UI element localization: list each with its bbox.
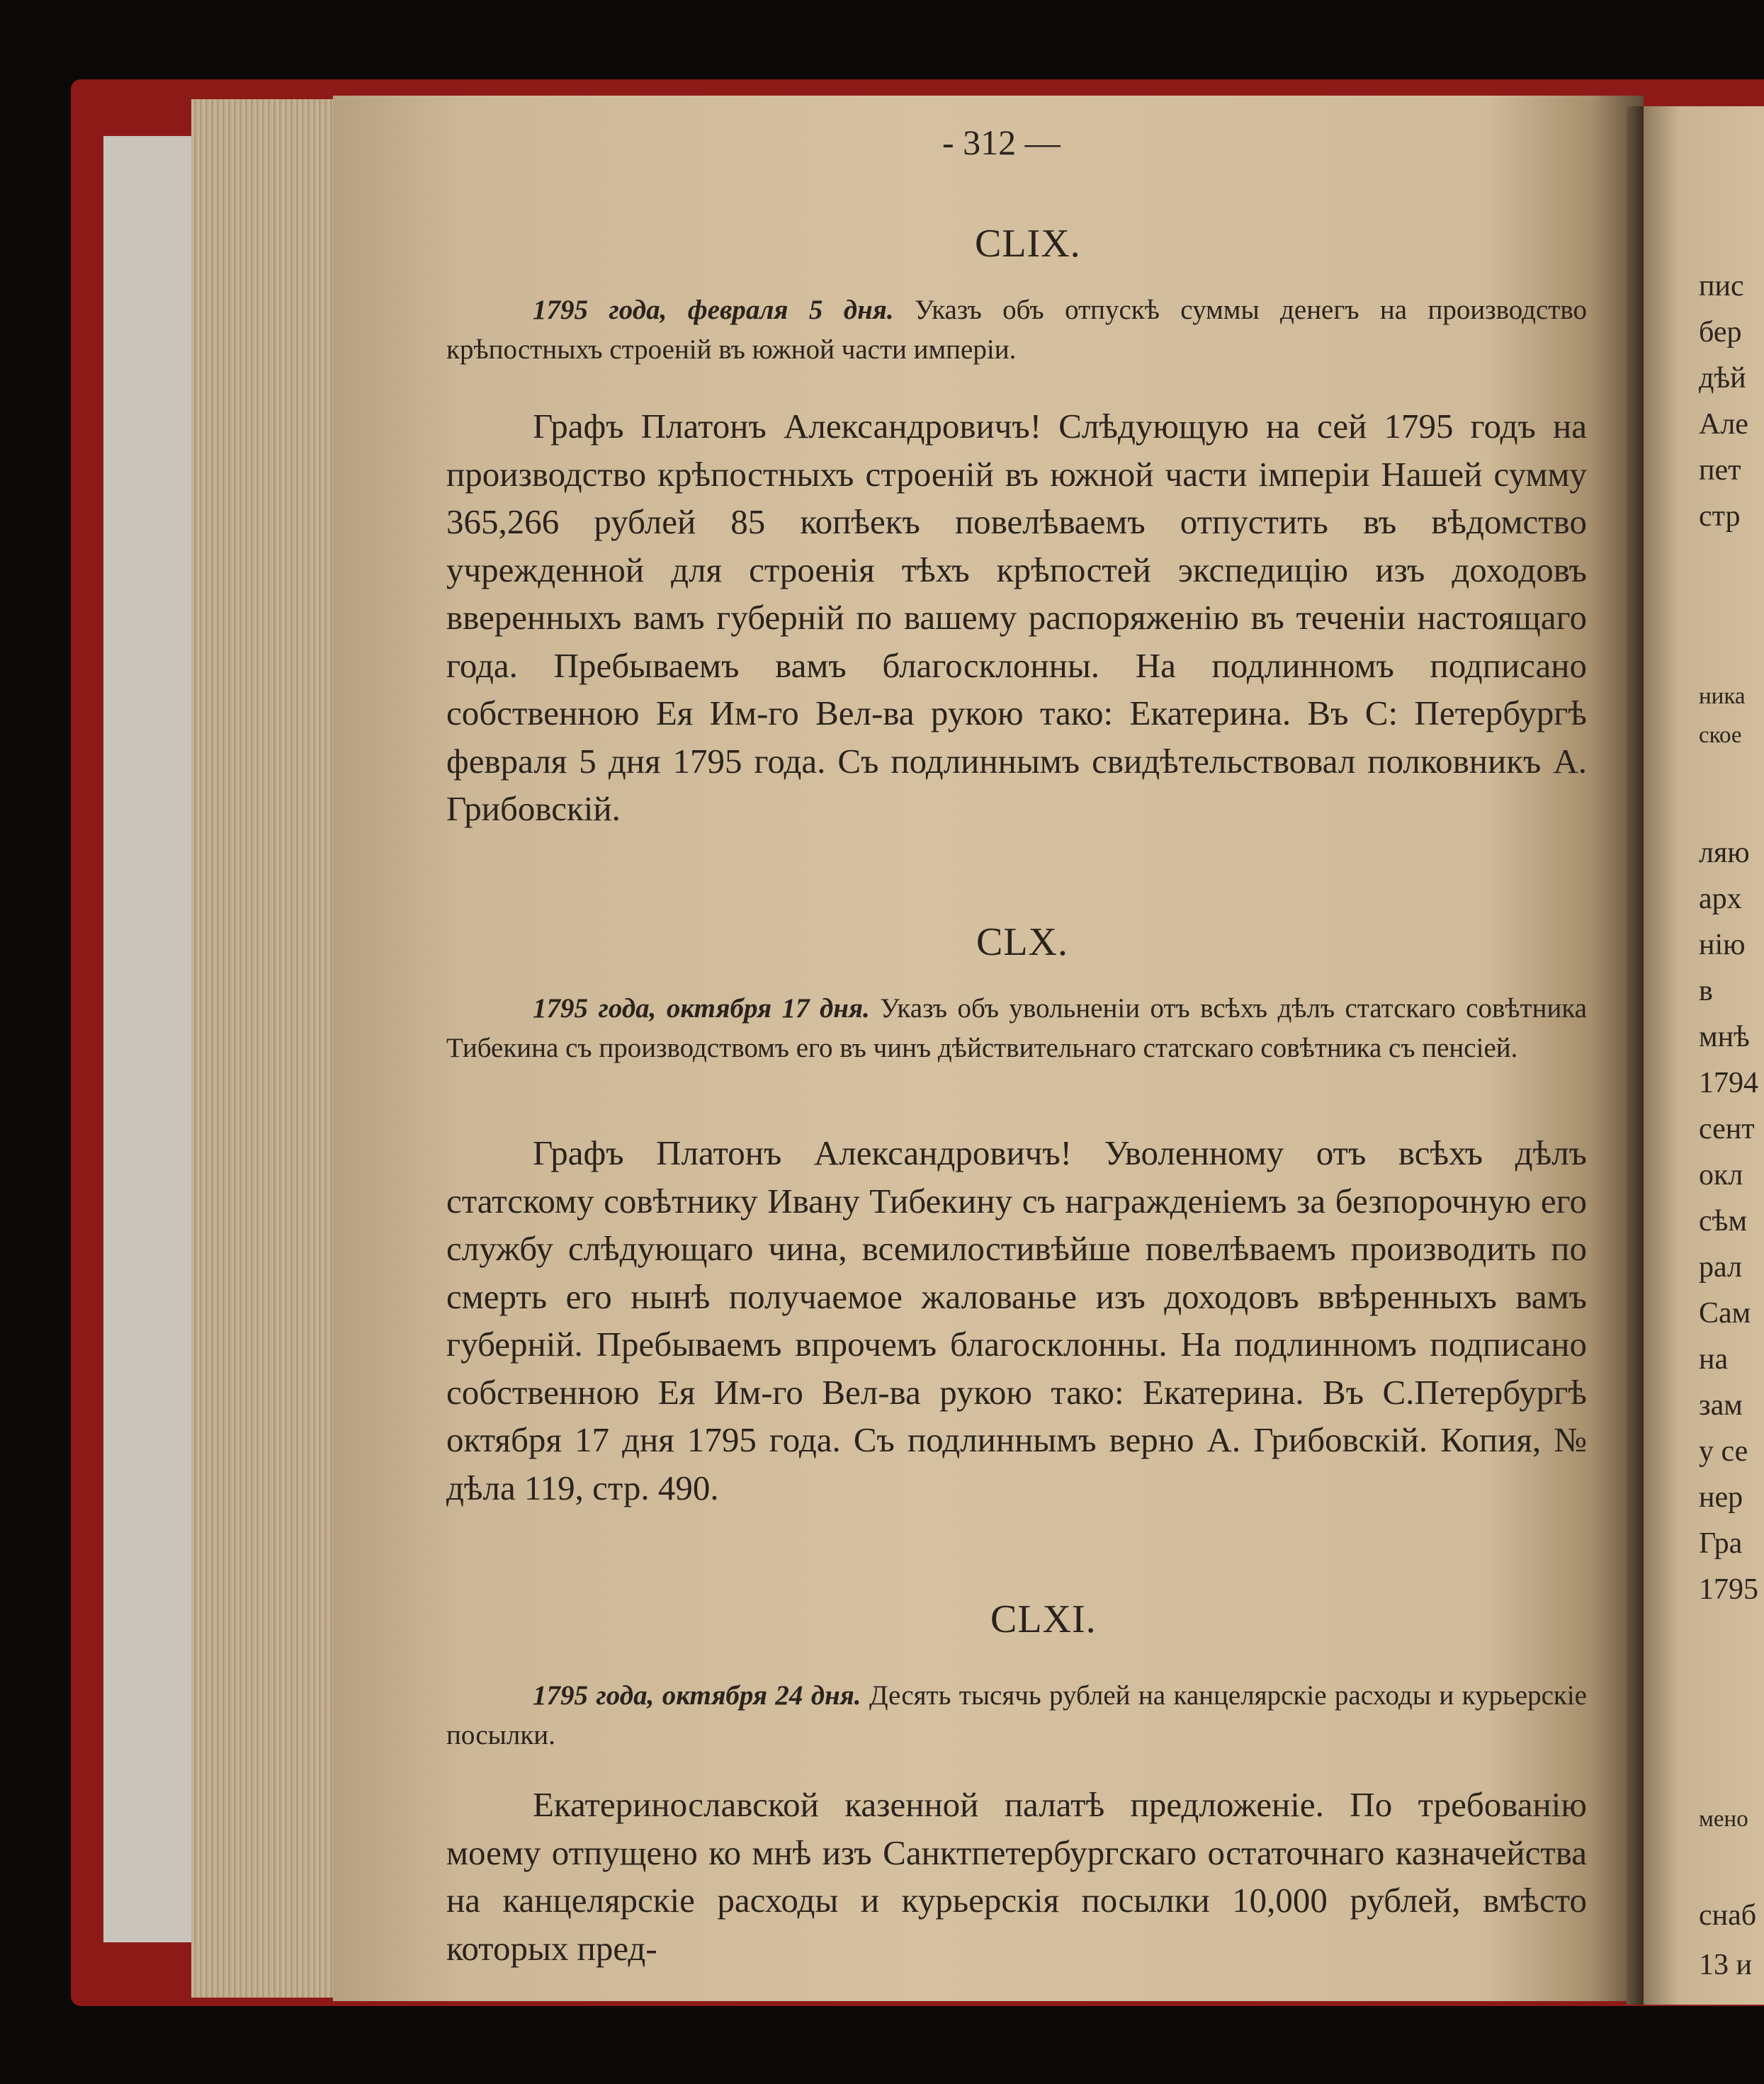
right-page-fragment: 13 и [1699,1949,1752,1981]
section-summary [446,1676,1587,1755]
right-page-fragment: арх [1699,883,1742,915]
section-body: Екатеринославской казенной палатѣ предложеніе. По требованію моему отпущено ко мнѣ изъ Санктпетербургскаго остаточнаго казначейства на канцелярскіе расходы и курьерскія посылки 10,000 рублей, вмѣсто которых пред- [446,1785,1587,1968]
summary-text: Указъ объ увольненіи отъ всѣхъ дѣлъ статскаго совѣтника Тибекина съ производствомъ его въ чинъ дѣйствительнаго статскаго совѣтника съ пенсіей. [446,993,1588,1063]
section-summary [446,989,1587,1068]
right-page-fragment: Сам [1699,1297,1751,1330]
right-page-fragment: бер [1699,316,1742,349]
right-page-fragment: нер [1699,1481,1743,1514]
section-body: Графъ Платонъ Александровичъ! Уволенному отъ всѣхъ дѣлъ статскому совѣтнику Ивану Тибекину съ награжденіемъ за безпорочную его службу слѣдующаго чина, всемилостивѣйше повелѣваемъ производить по смерть его нынѣ получаемое жалованье изъ доходовъ ввѣренныхъ вамъ губерній. Пребываемъ впрочемъ благосклонны. На подлинномъ подписано собственною Ея Им-го Вел-ва рукою тако: Екатерина. Въ С.Петербургѣ октября 17 дня 1795 года. Съ подлиннымъ верно А. Грибовскій. Копия, № дѣла 119, стр. 490. [446,1133,1587,1507]
right-page-fragment: стр [1699,500,1741,533]
right-page-fragment: пет [1699,454,1741,487]
right-page-fragment: у се [1699,1435,1748,1468]
summary-text: Указъ объ отпускѣ суммы денегъ на производство крѣпостныхъ строеній въ южной части имперіи. [446,295,1588,365]
right-page [1644,106,1764,2005]
right-page-fragment: в [1699,975,1713,1007]
summary-date: 1795 года, октября 17 дня. [533,993,870,1024]
right-page-fragment: сент [1699,1113,1755,1145]
right-page-fragment: ское [1699,723,1742,748]
section-body: Графъ Платонъ Александровичъ! Слѣдующую на сей 1795 годъ на производство крѣпостныхъ строеній въ южной части імперіи Нашей сумму 365,266 рублей 85 копѣекъ повелѣваемъ отпустить въ вѣдомство учрежденной для строенія тѣхъ крѣпостей экспедицію изъ доходовъ вверенныхъ вамъ губерній по вашему распоряженію въ теченіи настоящаго года. Пребываемъ вамъ благосклонны. На подлинномъ подписано собственною Ея Им-го Вел-ва рукою тако: Екатерина. Въ С: Петербургѣ февраля 5 дня 1795 года. Съ подлиннымъ свидѣтельствовал полковникъ А. Грибовскій. [446,407,1587,828]
right-page-fragment: ляю [1699,837,1750,869]
right-page-fragment: сѣм [1699,1205,1748,1238]
right-page-fragment: на [1699,1343,1729,1376]
section-summary [446,290,1587,370]
right-page-fragment: рал [1699,1251,1742,1284]
right-page-fragment: окл [1699,1159,1743,1191]
right-page-fragment: пис [1699,270,1744,302]
right-page-fragment: зам [1699,1389,1743,1422]
page-number: - 312 — [942,123,1061,162]
section-title: CLXI. [990,1597,1097,1641]
right-page-fragment: нію [1699,929,1746,961]
summary-date: 1795 года, февраля 5 дня. [533,295,894,325]
section-title: CLX. [976,920,1068,964]
summary-date: 1795 года, октября 24 дня. [533,1680,861,1711]
right-page-fragment: 1794 [1699,1067,1758,1099]
summary-text: Десять тысячь рублей на канцелярскіе расходы и курьерскіе посылки. [446,1680,1587,1750]
right-page-fragment: 1795 [1699,1573,1758,1606]
right-page-fragment: дѣй [1699,362,1746,395]
right-page-fragment: ника [1699,684,1746,709]
section-title: CLIX. [975,222,1081,266]
right-page-fragment: Але [1699,408,1748,441]
right-page-fragment: мнѣ [1699,1021,1750,1053]
right-page-fragment: мено [1699,1806,1748,1832]
right-page-fragment: Гра [1699,1527,1743,1560]
right-page-fragment: снаб [1699,1899,1757,1932]
